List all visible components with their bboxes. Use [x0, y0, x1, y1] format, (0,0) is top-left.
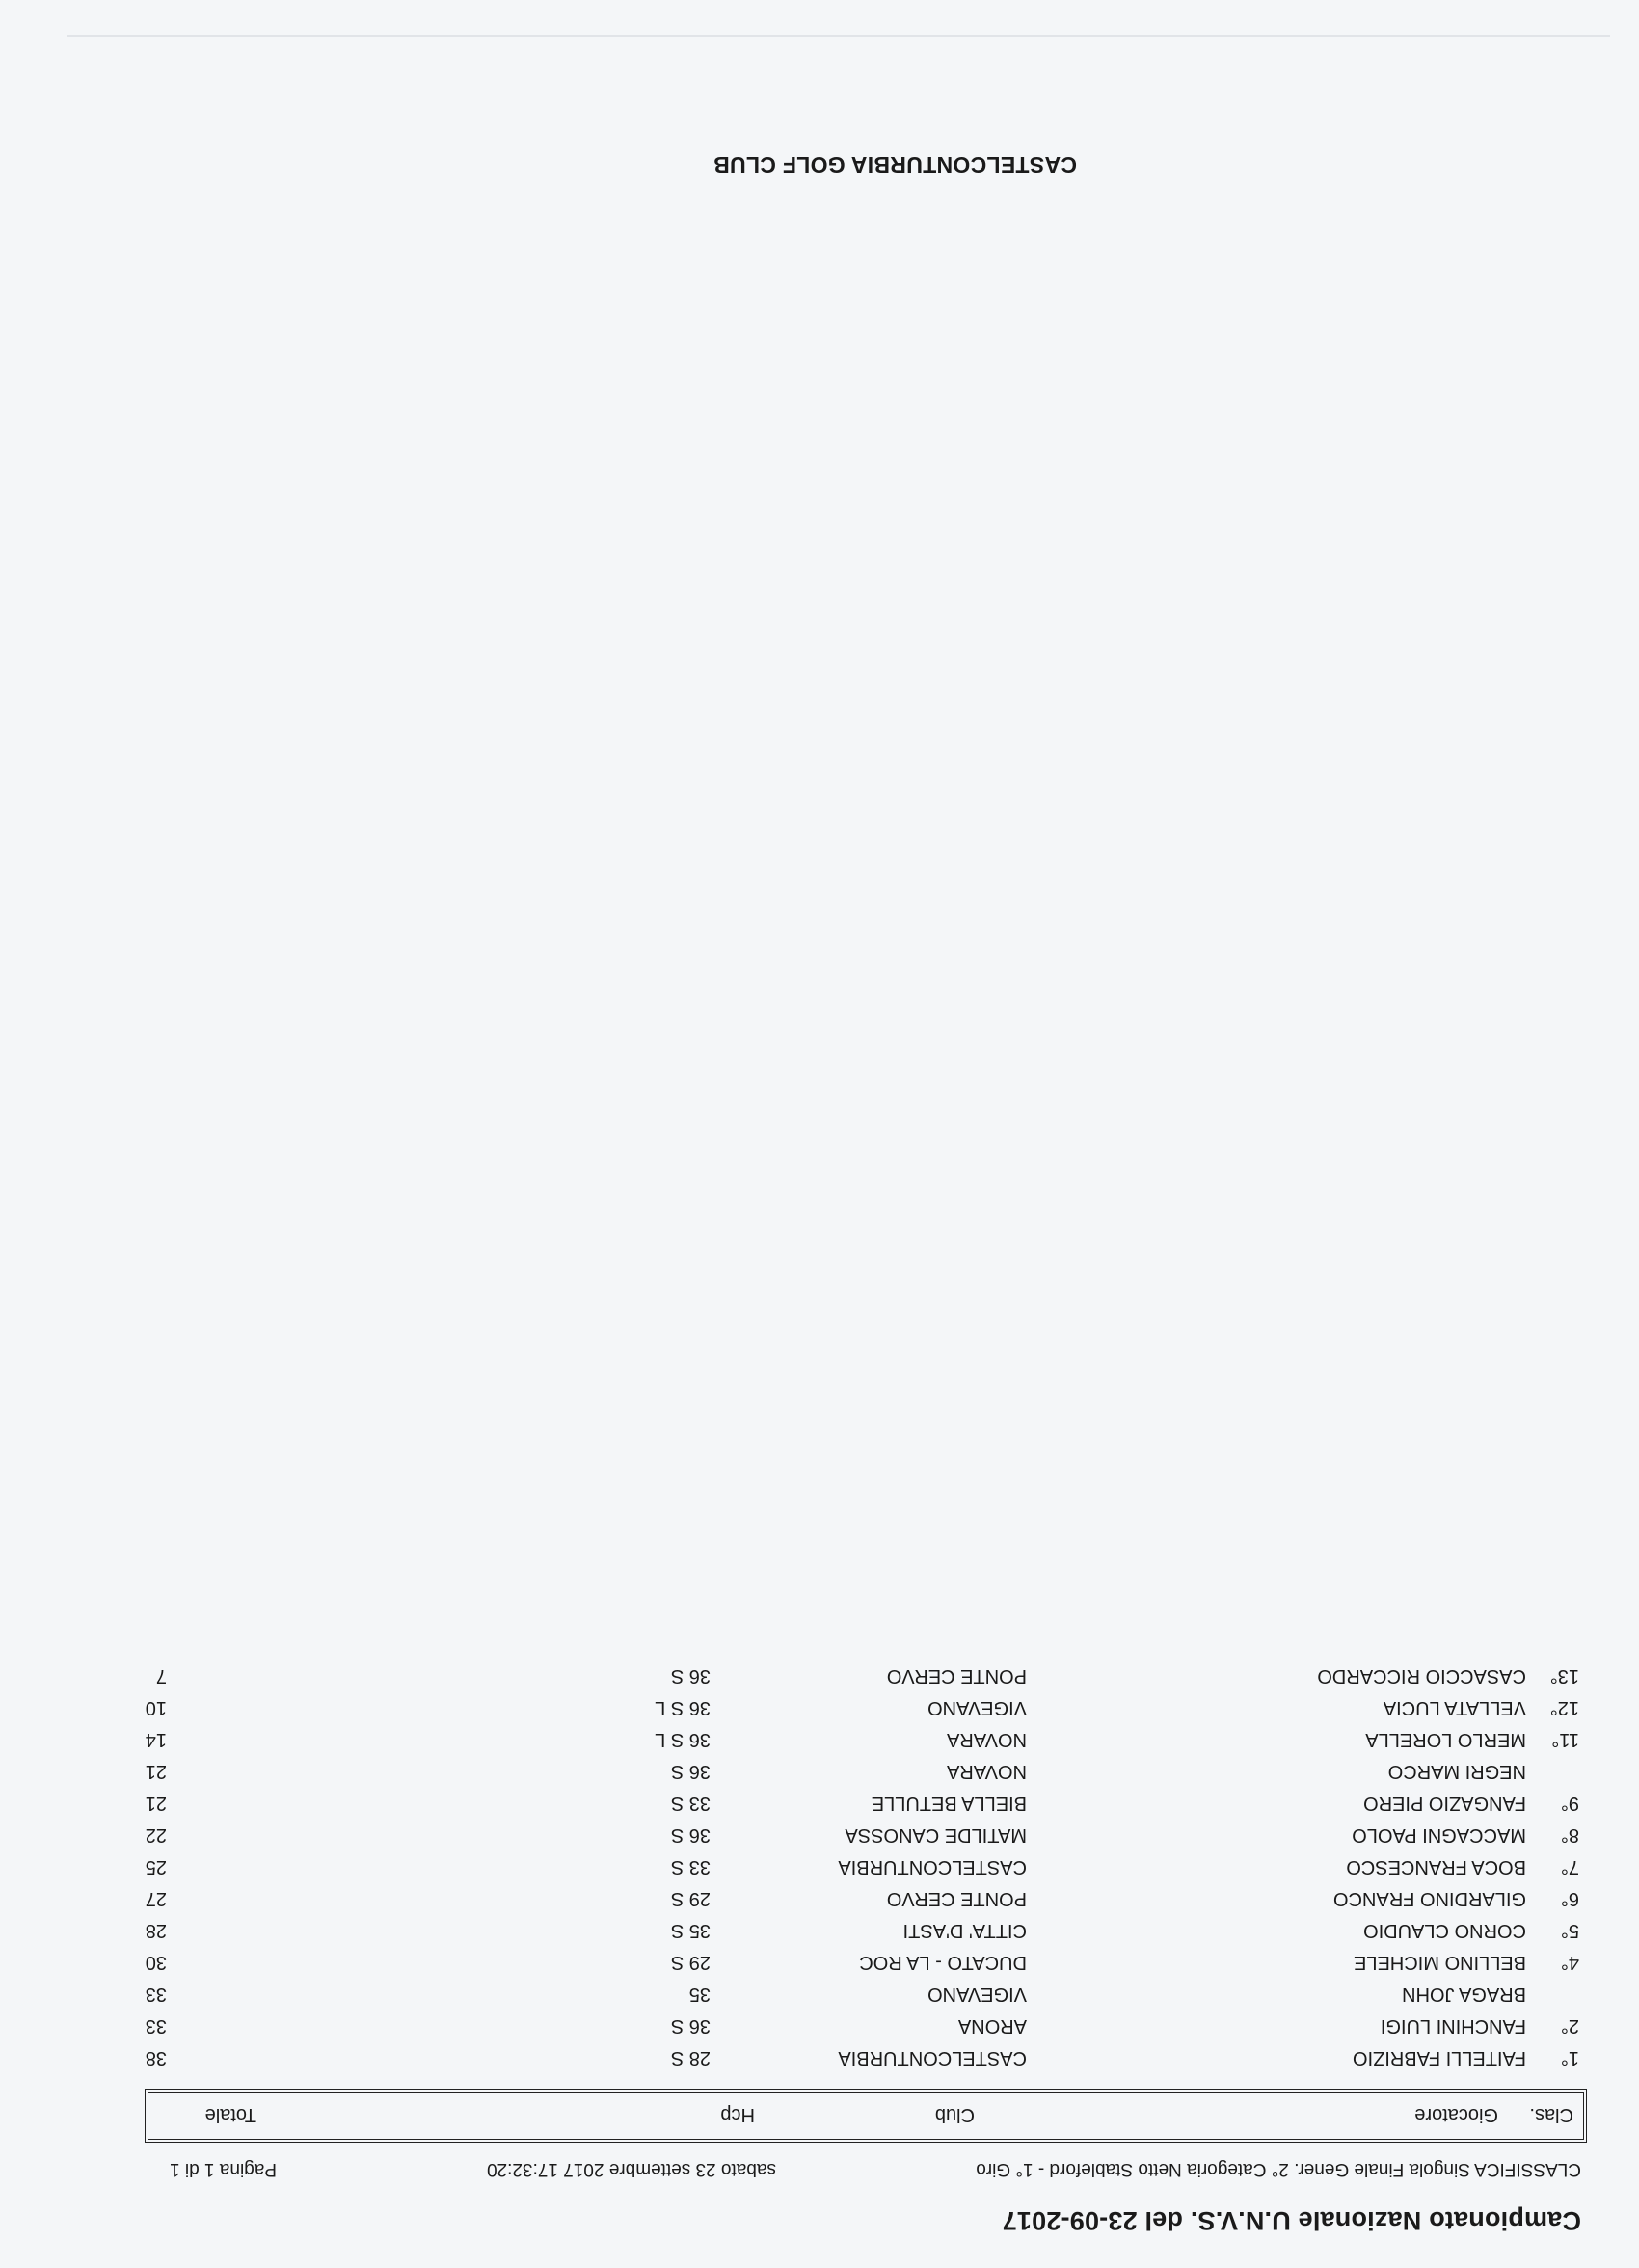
- row-position: 12°: [1549, 1697, 1579, 1718]
- row-hcp: 36 S: [670, 1824, 711, 1846]
- row-club: CASTELCONTURBIA: [838, 1856, 1027, 1877]
- page-number: Pagina 1 di 1: [170, 2159, 277, 2179]
- row-position: 13°: [1549, 1665, 1579, 1687]
- row-player: CASACCIO RICCARDO: [1317, 1665, 1526, 1687]
- classification-line: CLASSIFICA Singola Finale Gener. 2° Categoria Netto Stableford - 1° Giro: [976, 2159, 1581, 2179]
- table-row: [0, 1787, 1639, 1818]
- page-edge-divider: [67, 35, 1610, 37]
- row-totale: 21: [145, 1793, 167, 1814]
- row-club: CASTELCONTURBIA: [838, 2047, 1027, 2068]
- row-totale: 22: [145, 1824, 167, 1846]
- row-totale: 27: [145, 1888, 167, 1909]
- table-row: [0, 1723, 1639, 1754]
- header-giocatore: Giocatore: [1414, 2104, 1498, 2125]
- row-totale: 21: [145, 1761, 167, 1782]
- row-hcp: 36 S L: [655, 1697, 711, 1718]
- row-club: BIELLA BETULLE: [871, 1793, 1027, 1814]
- row-totale: 28: [145, 1920, 167, 1941]
- row-club: NOVARA: [947, 1729, 1027, 1750]
- row-hcp: 36 S L: [655, 1729, 711, 1750]
- row-club: MATILDE CANOSSA: [845, 1824, 1027, 1846]
- header-totale: Totale: [204, 2104, 256, 2125]
- row-hcp: 28 S: [670, 2047, 711, 2068]
- row-totale: 10: [145, 1697, 167, 1718]
- print-date: sabato 23 settembre 2017 17:32:20: [486, 2159, 776, 2179]
- row-totale: 33: [145, 1984, 167, 2005]
- row-position: 9°: [1560, 1793, 1579, 1814]
- row-hcp: 35: [688, 1984, 711, 2005]
- row-player: CORNO CLAUDIO: [1363, 1920, 1526, 1941]
- row-position: 8°: [1560, 1824, 1579, 1846]
- row-club: VIGEVANO: [927, 1984, 1027, 2005]
- row-player: BELLINO MICHELE: [1354, 1952, 1526, 1973]
- row-position: 11°: [1551, 1729, 1579, 1750]
- row-player: MERLO LORELLA: [1365, 1729, 1526, 1750]
- row-hcp: 29 S: [670, 1952, 711, 1973]
- row-player: BOCA FRANCESCO: [1346, 1856, 1526, 1877]
- row-player: GILARDINO FRANCO: [1332, 1888, 1526, 1909]
- table-row: [0, 1850, 1639, 1881]
- table-row: [0, 1755, 1639, 1786]
- row-player: FAITELLI FABRIZIO: [1352, 2047, 1526, 2068]
- table-row: [0, 1946, 1639, 1977]
- row-position: 5°: [1560, 1920, 1579, 1941]
- table-row: [0, 1819, 1639, 1850]
- table-row: [0, 1691, 1639, 1722]
- row-position: 2°: [1560, 2015, 1579, 2037]
- row-player: VELLATA LUCIA: [1383, 1697, 1526, 1718]
- row-position: 6°: [1560, 1888, 1579, 1909]
- row-club: CITTA' D'ASTI: [902, 1920, 1027, 1941]
- row-club: NOVARA: [947, 1761, 1027, 1782]
- row-hcp: 36 S: [670, 2015, 711, 2037]
- row-player: MACCAGNI PAOLO: [1352, 1824, 1526, 1846]
- row-totale: 38: [145, 2047, 167, 2068]
- row-club: VIGEVANO: [927, 1697, 1027, 1718]
- table-row: [0, 1882, 1639, 1913]
- row-totale: 30: [145, 1952, 167, 1973]
- row-hcp: 33 S: [670, 1856, 711, 1877]
- header-clas: Clas.: [1529, 2104, 1573, 2125]
- row-position: 7°: [1560, 1856, 1579, 1877]
- row-totale: 33: [145, 2015, 167, 2037]
- document-title: Campionato Nazionale U.N.V.S. del 23-09-2017: [1002, 2206, 1581, 2235]
- row-hcp: 33 S: [670, 1793, 711, 1814]
- club-footer: CASTELCONTURBIA GOLF CLUB: [712, 152, 1077, 177]
- row-totale: 25: [145, 1856, 167, 1877]
- header-hcp: Hcp: [720, 2104, 755, 2125]
- table-row: [0, 2041, 1639, 2072]
- row-hcp: 35 S: [670, 1920, 711, 1941]
- table-row: [0, 1914, 1639, 1945]
- table-header: [145, 2089, 1587, 2143]
- row-player: FANCHINI LUIGI: [1380, 2015, 1526, 2037]
- row-club: ARONA: [957, 2015, 1027, 2037]
- row-hcp: 29 S: [670, 1888, 711, 1909]
- row-club: DUCATO - LA ROC: [859, 1952, 1027, 1973]
- row-player: FANGAZIO PIERO: [1363, 1793, 1526, 1814]
- row-player: BRAGA JOHN: [1402, 1984, 1526, 2005]
- row-club: PONTE CERVO: [886, 1665, 1027, 1687]
- row-club: PONTE CERVO: [886, 1888, 1027, 1909]
- row-player: NEGRI MARCO: [1387, 1761, 1526, 1782]
- table-row: [0, 1978, 1639, 2009]
- table-row: [0, 2010, 1639, 2040]
- table-row: [0, 1660, 1639, 1690]
- row-totale: 7: [155, 1665, 167, 1687]
- row-position: 4°: [1560, 1952, 1579, 1973]
- row-position: 1°: [1560, 2047, 1579, 2068]
- row-hcp: 36 S: [670, 1761, 711, 1782]
- row-hcp: 36 S: [670, 1665, 711, 1687]
- row-totale: 14: [145, 1729, 167, 1750]
- header-club: Club: [934, 2104, 975, 2125]
